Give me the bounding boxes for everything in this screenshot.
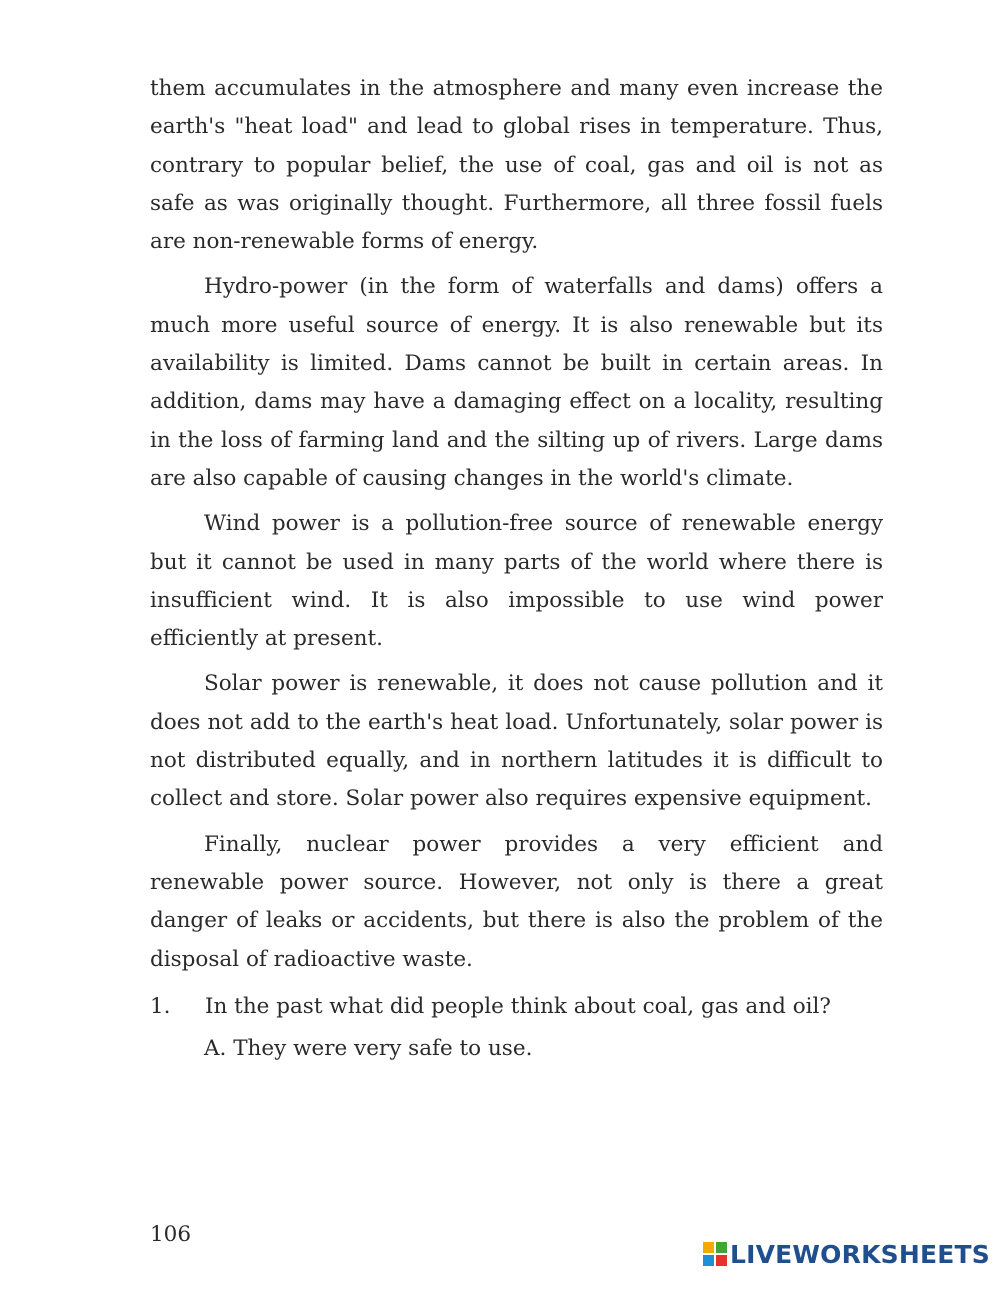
liveworksheets-watermark [703,1239,990,1269]
question-1 [150,986,883,1028]
liveworksheets-logo-icon [703,1242,727,1266]
watermark-text: LIVEWORKSHEETS [729,1239,990,1269]
question-number: 1. [150,993,171,1019]
paragraph-nuclear-power: Finally, nuclear power provides a very efficient and renewable power source. However, not only is there a great danger of leaks or accidents, but there is also the problem of the disposal of radioactive waste. [150,831,883,972]
paragraph-wind-power: Wind power is a pollution-free source of renewable energy but it cannot be used in many parts of the world where there is insufficient wind. It is also impossible to use wind power efficiently at present. [150,511,883,652]
page-number: 106 [150,1222,192,1247]
paragraph-hydro-power: Hydro-power (in the form of waterfalls and dams) offers a much more useful source of energy. It is also renewable but its availability is limited. Dams cannot be built in certain areas. In addition, dams may have a damaging effect on a locality, resulting in the loss of farming land and the silting up of rivers. Large dams are also capable of causing changes in the world's climate. [150,274,883,491]
reading-passage [150,70,883,1070]
paragraph-solar-power: Solar power is renewable, it does not cause pollution and it does not add to the earth's heat load. Unfortunately, solar power is not distributed equally, and in northern latitudes it is difficult to collect and store. Solar power also requires expensive equipment. [150,671,883,812]
paragraph-fossil-fuels: them accumulates in the atmosphere and many even increase the earth's "heat load" and lead to global rises in temperature. Thus, contrary to popular belief, the use of coal, gas and oil is not as safe as was originally thought. Furthermore, all three fossil fuels are non-renewable forms of energy. [150,76,883,255]
answer-option-a[interactable]: A. They were very safe to use. [204,1035,533,1061]
question-text: In the past what did people think about coal, gas and oil? [205,993,831,1019]
